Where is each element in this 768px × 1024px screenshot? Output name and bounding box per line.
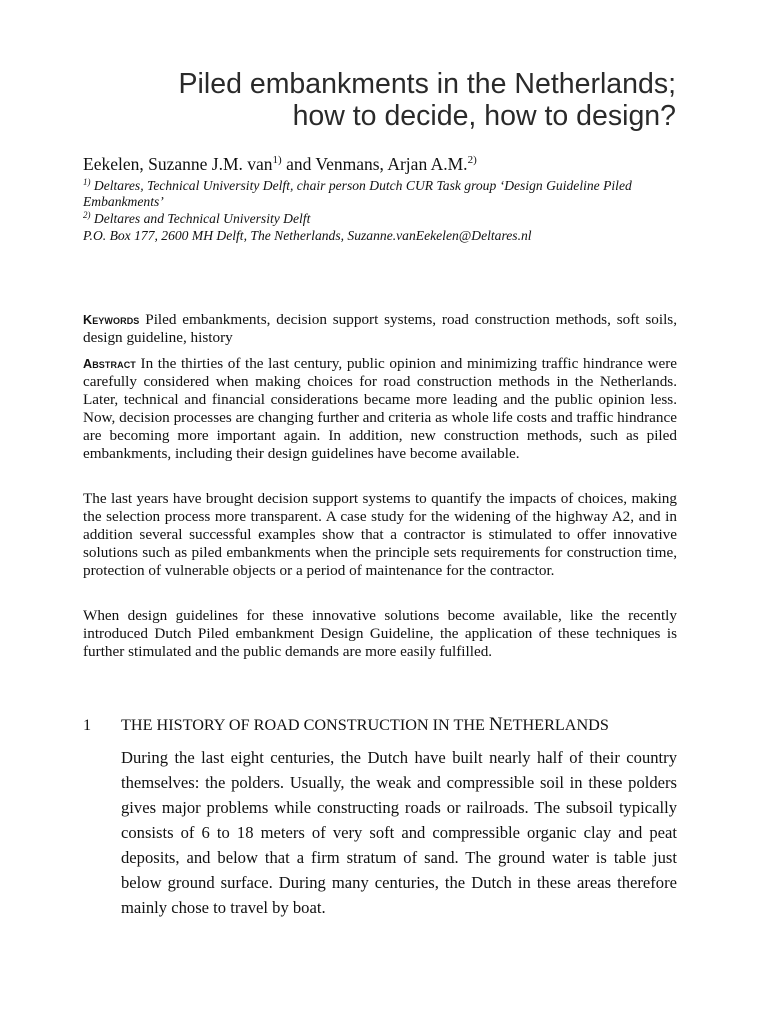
keywords-text: Piled embankments, decision support systems, road construction methods, soft soils, design guideline, history	[83, 311, 677, 346]
section-1-number: 1	[83, 716, 92, 734]
author-connector: and	[281, 154, 316, 174]
abstract-paragraph-1-text: In the thirties of the last century, public opinion and minimizing traffic hindrance were carefully considered when making choices for road construction methods in the Netherlands. Later, technical and financial considerations became more leading and the public opinion less. Now, decision processes are changing further and criteria as whole life costs and traffic hindrance are becoming more important again. In addition, new construction methods, such as piled embankments, including their design guidelines have become available.	[83, 355, 677, 462]
keywords-label: Keywords	[83, 313, 140, 327]
author-address: P.O. Box 177, 2600 MH Delft, The Netherlands, Suzanne.vanEekelen@Deltares.nl	[83, 228, 532, 243]
affiliation-2-ref: 2)	[83, 210, 91, 220]
author-1-ref: 1)	[272, 154, 282, 166]
paper-title	[76, 68, 676, 132]
section-1-body: During the last eight centuries, the Dutch have built nearly half of their country themselves: the polders. Usually, the weak and compressible soil in these polders gives major problems while constructing roads or railroads. The subsoil typically consists of 6 to 18 meters of very soft and compressible organic clay and peat deposits, and below that a firm stratum of sand. The ground water is table just below ground surface. During many centuries, the Dutch in these areas therefore mainly chose to travel by boat.	[121, 748, 677, 917]
affiliation-2	[83, 211, 703, 227]
section-1-title-part-1: THE HISTORY OF ROAD CONSTRUCTION IN THE	[121, 716, 489, 734]
abstract-paragraph-1	[83, 355, 677, 463]
title-line-2: how to decide, how to design?	[292, 100, 676, 132]
author-2: Venmans, Arjan A.M.	[315, 154, 468, 174]
section-1-title	[121, 714, 609, 736]
abstract-paragraph-3: When design guidelines for these innovative solutions become available, like the recently introduced Dutch Piled embankment Design Guideline, the application of these techniques is further stimulated and the public demands are more easily fulfilled.	[83, 607, 677, 660]
section-1-title-part-2: ETHERLANDS	[502, 716, 609, 734]
affiliation-1-ref: 1)	[83, 177, 91, 187]
affiliation-2-text: Deltares and Technical University Delft	[90, 211, 311, 226]
abstract-paragraph-2: The last years have brought decision support systems to quantify the impacts of choices, making the selection process more transparent. A case study for the widening of the highway A2, and in addition several successful examples show that a contractor is stimulated to offer innovative solutions such as piled embankments when the principle sets requirements for construction time, protection of vulnerable objects or a period of maintenance for the contractor.	[83, 490, 677, 579]
affiliation-1-text: Deltares, Technical University Delft, chair person Dutch CUR Task group ‘Design Guideline Piled Embankments’	[83, 178, 632, 209]
abstract-label: Abstract	[83, 357, 136, 371]
author-1: Eekelen, Suzanne J.M. van	[83, 154, 273, 174]
affiliation-1	[83, 178, 703, 210]
author-list	[83, 154, 477, 174]
keywords-block	[83, 311, 677, 347]
author-2-ref: 2)	[467, 154, 477, 166]
section-1-title-cap: N	[488, 714, 503, 735]
title-line-1: Piled embankments in the Netherlands;	[178, 68, 676, 100]
